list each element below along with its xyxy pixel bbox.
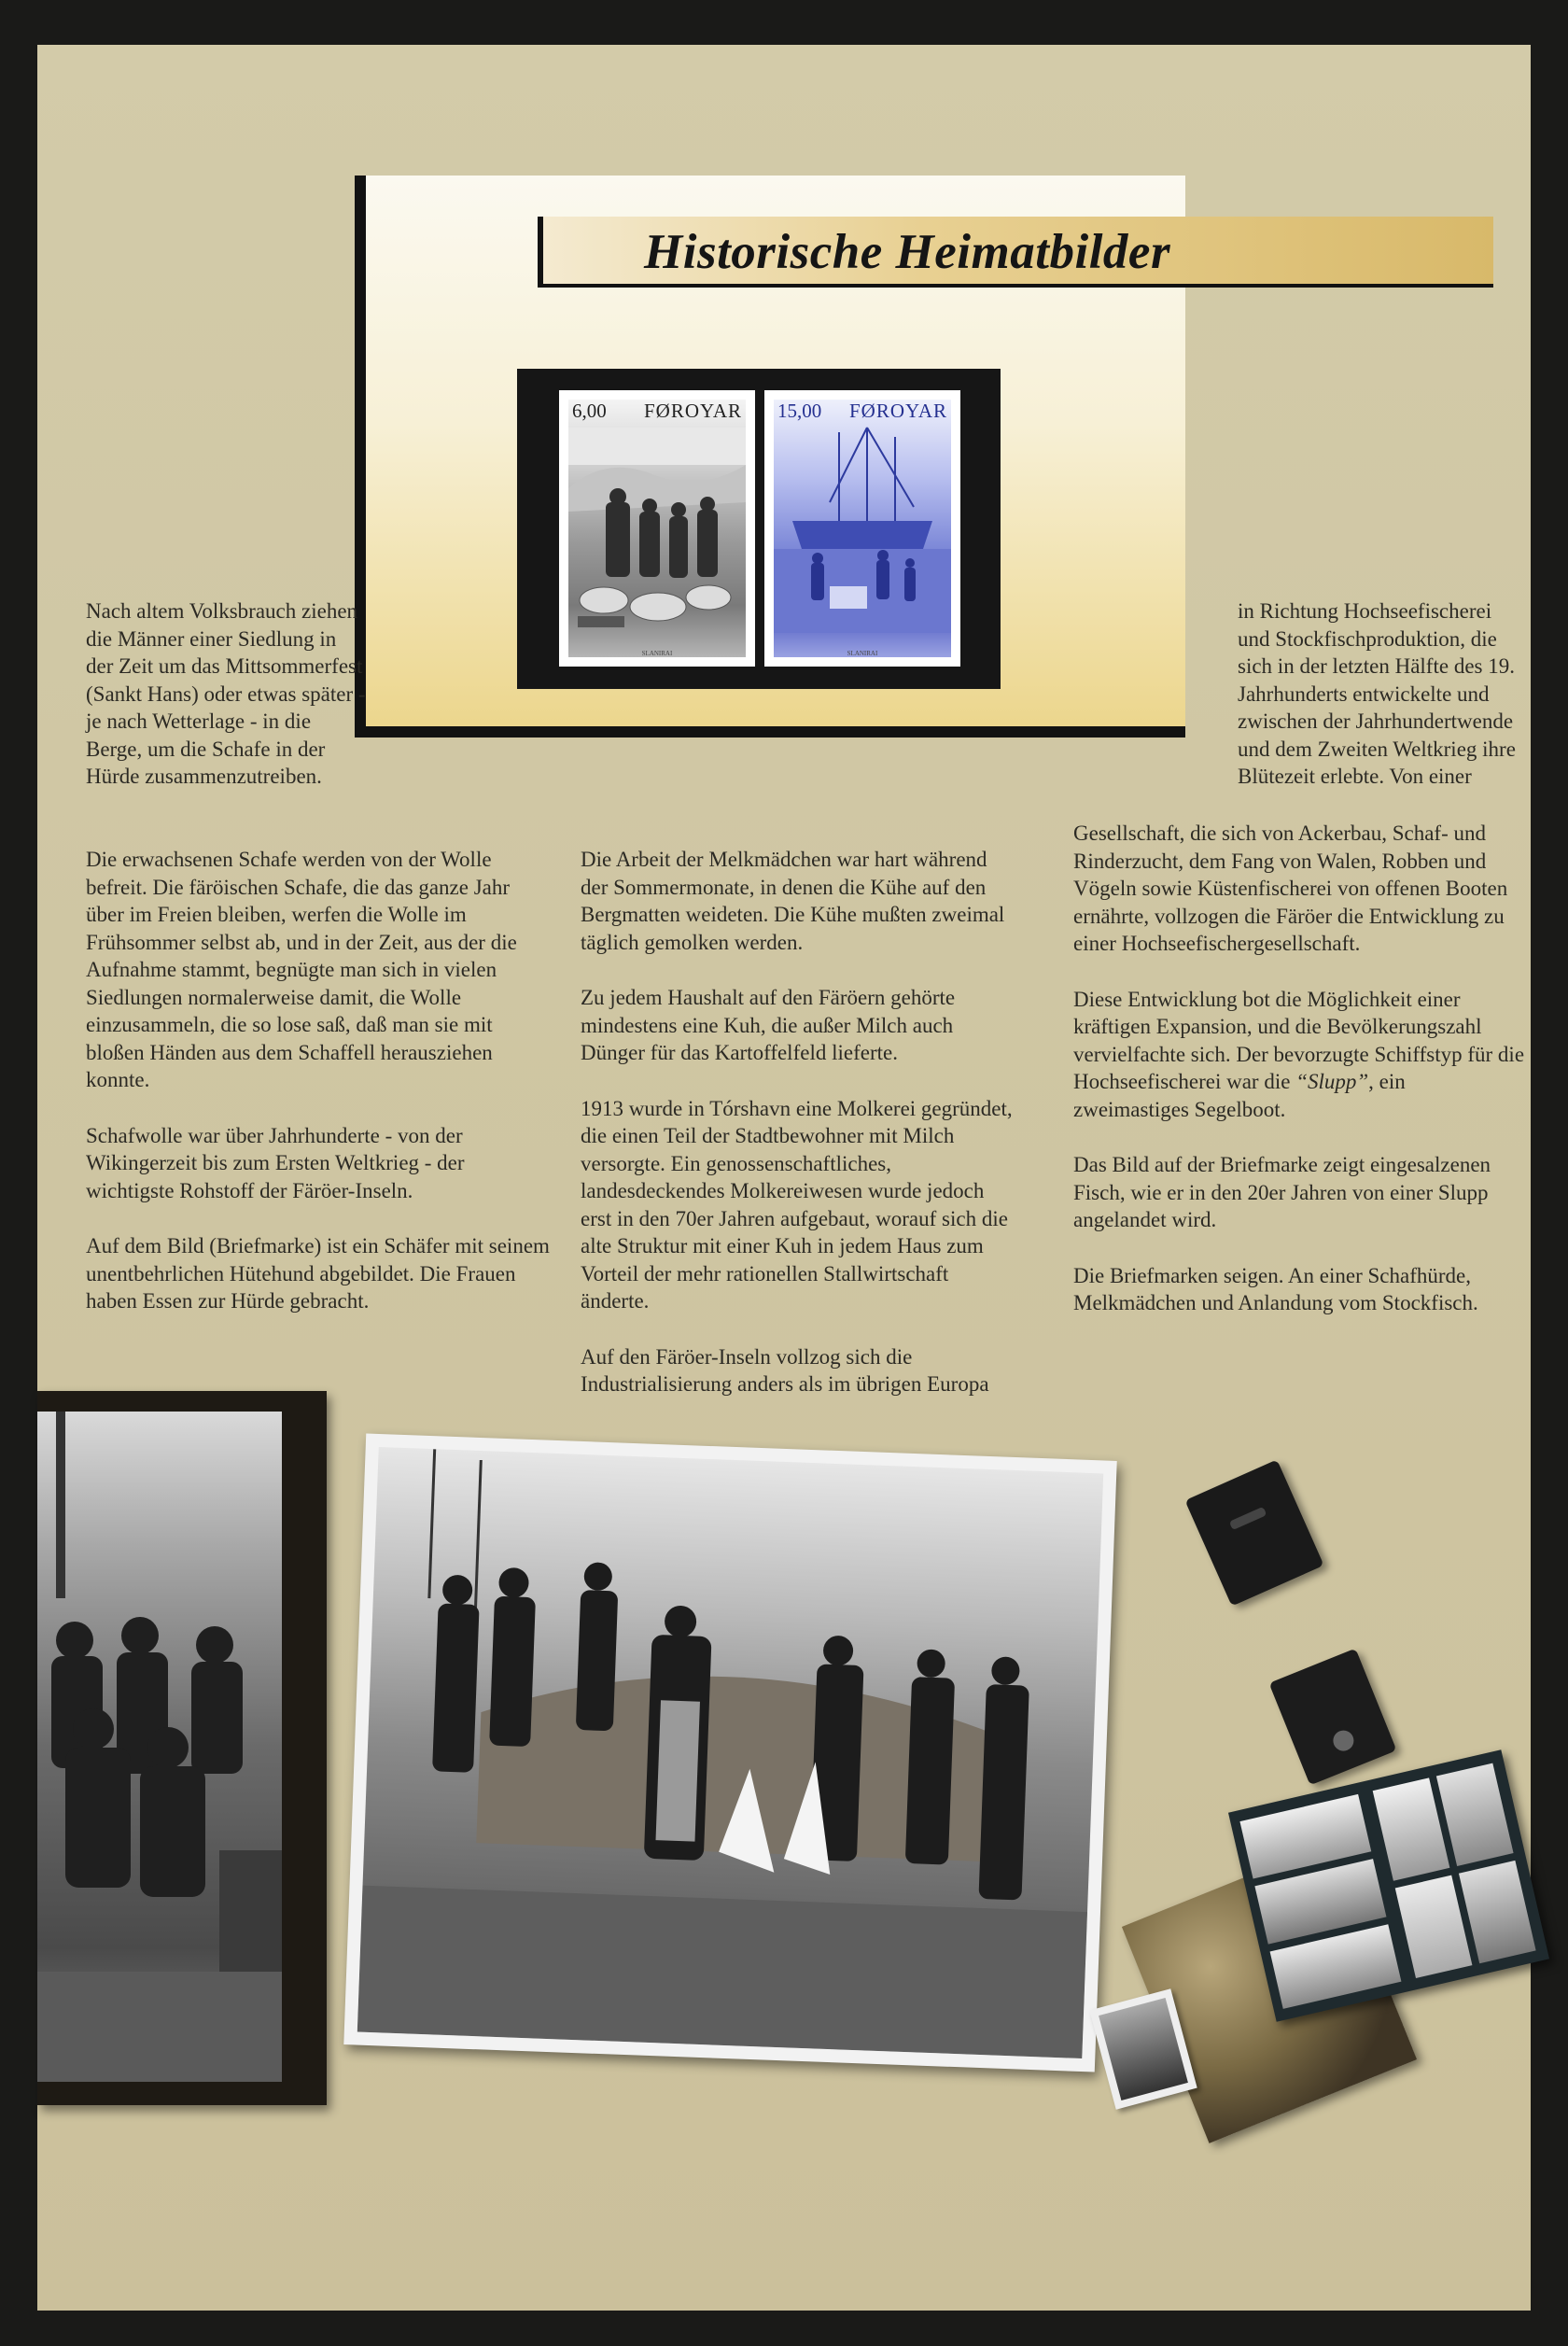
- stamp-mount: [517, 369, 1001, 689]
- fishermen-photo-image: [37, 1412, 282, 2082]
- stockfish-photo: [357, 1447, 1103, 2058]
- paragraph: Die erwachsenen Schafe werden von der Wolle befreit. Die färöischen Schafe, die das ganze Jahr über im Freien bleiben, werfen die Wolle im Frühsommer selbst ab, und in der Zeit, aus der die Aufnahme stammt, begnügte man sich in vielen Siedlungen normalerweise damit, die Wolle einzusammeln, die so lose saß, daß man sie mit bloßen Händen aus dem Schaffell herausziehen konnte.: [86, 848, 517, 1091]
- paragraph: Das Bild auf der Briefmarke zeigt eingesalzenen Fisch, wie er in den 20er Jahren von einer Slupp angelandet wird.: [1073, 1153, 1491, 1231]
- paragraph: Schafwolle war über Jahrhunderte - von der Wikingerzeit bis zum Ersten Weltkrieg - der wichtigste Rohstoff der Färöer-Inseln.: [86, 1123, 465, 1202]
- paragraph: Die Arbeit der Melkmädchen war hart während der Sommermonate, in denen die Kühe auf den Bergmatten weideten. Die Kühe mußten zweimal täglich gemolken werden.: [581, 848, 1005, 954]
- harbour-scene-illustration: [774, 400, 951, 657]
- album-right-page: [1373, 1763, 1536, 1978]
- paragraph: Zu jedem Haushalt auf den Färöern gehörte mindestens eine Kuh, die außer Milch auch Dünger für das Kartoffelfeld lieferte.: [581, 986, 956, 1064]
- stamp-sheep: [559, 390, 755, 667]
- sheep-scene-illustration: [568, 400, 746, 657]
- paragraph: in Richtung Hochseefischerei und Stockfischproduktion, die sich in der letzten Hälfte des 19. Jahrhunderts entwickelte und zwischen der Jahrhundertwende und dem Zweiten Weltkrieg ihre Blütezeit erlebte. Von einer: [1238, 599, 1516, 788]
- paragraph-text: , ein zweimastiges Segelboot.: [1073, 1070, 1406, 1121]
- framed-photo-fishermen: [37, 1391, 327, 2105]
- paragraph-text: Diese Entwicklung bot die Möglichkeit einer kräftigen Expansion, und die Bevölkerungszahl vervielfachte sich. Der bevorzugte Schiffstyp für die Hochseefischerei war die: [1073, 987, 1525, 1093]
- text-column-right-top: [1238, 597, 1527, 791]
- album-photo: [1373, 1777, 1450, 1880]
- album-photo: [1436, 1763, 1514, 1866]
- stamp-country: FØROYAR: [643, 400, 742, 422]
- paragraph: Gesellschaft, die sich von Ackerbau, Schaf- und Rinderzucht, dem Fang von Walen, Robben und Vögeln sowie Küstenfischerei von offenen Booten ernährte, vollzogen die Färöer die Entwicklung zu einer Hochseefischergesellschaft.: [1073, 822, 1508, 955]
- album-photo: [1459, 1861, 1536, 1963]
- small-photo-image: [1099, 1998, 1188, 2100]
- paragraph: Auf den Färöer-Inseln vollzog sich die Industrialisierung anders als im übrigen Europa: [581, 1344, 989, 1396]
- camera-handle: [1229, 1507, 1267, 1530]
- paragraph: 1913 wurde in Tórshavn eine Molkerei gegründet, die einen Teil der Stadtbewohner mit Milch versorgte. Ein genossenschaftliches, landesdeckendes Molkereiwesen wurde jedoch erst in den 70er Jahren aufgebaut, worauf sich die alte Struktur mit einer Kuh in jedem Haus zum Vorteil der mehr rationellen Stallwirtschaft änderte.: [581, 1096, 1013, 1313]
- paragraph: [1073, 986, 1525, 1124]
- text-column-left-top: [86, 597, 366, 819]
- stamp-value: 6,00: [572, 400, 607, 422]
- stamp-country: FØROYAR: [848, 400, 947, 422]
- italic-term: “Slupp”: [1295, 1070, 1369, 1093]
- stamp-value: 15,00: [777, 400, 822, 422]
- stamp-harbour: [764, 390, 960, 667]
- fishermen-photo: [37, 1412, 282, 2082]
- text-column-right: [1073, 820, 1525, 1345]
- photo-stockfish-workers: [343, 1433, 1116, 2072]
- page-title: Historische Heimatbilder: [644, 225, 1171, 279]
- stamp-caption: SLANIRAI: [847, 650, 878, 657]
- text-column-middle: [581, 846, 1019, 1426]
- paragraph: Nach altem Volksbrauch ziehen die Männer einer Siedlung in der Zeit um das Mittsommerfest (Sankt Hans) oder etwas später - je nach Wetterlage - in die Berge, um die Schafe in der Hürde zusammenzutreiben.: [86, 599, 366, 788]
- text-column-left: [86, 846, 553, 1343]
- paragraph: Die Briefmarken seigen. An einer Schafhürde, Melkmädchen und Anlandung vom Stockfisch.: [1073, 1263, 1478, 1314]
- stockfish-photo-image: [357, 1447, 1103, 2058]
- camera-lens: [1330, 1727, 1357, 1754]
- album-photo: [1395, 1875, 1473, 1978]
- stamp-caption: SLANIRAI: [641, 650, 673, 657]
- paragraph: Auf dem Bild (Briefmarke) ist ein Schäfer mit seinem unentbehrlichen Hütehund abgebildet. Die Frauen haben Essen zur Hürde gebracht.: [86, 1234, 550, 1313]
